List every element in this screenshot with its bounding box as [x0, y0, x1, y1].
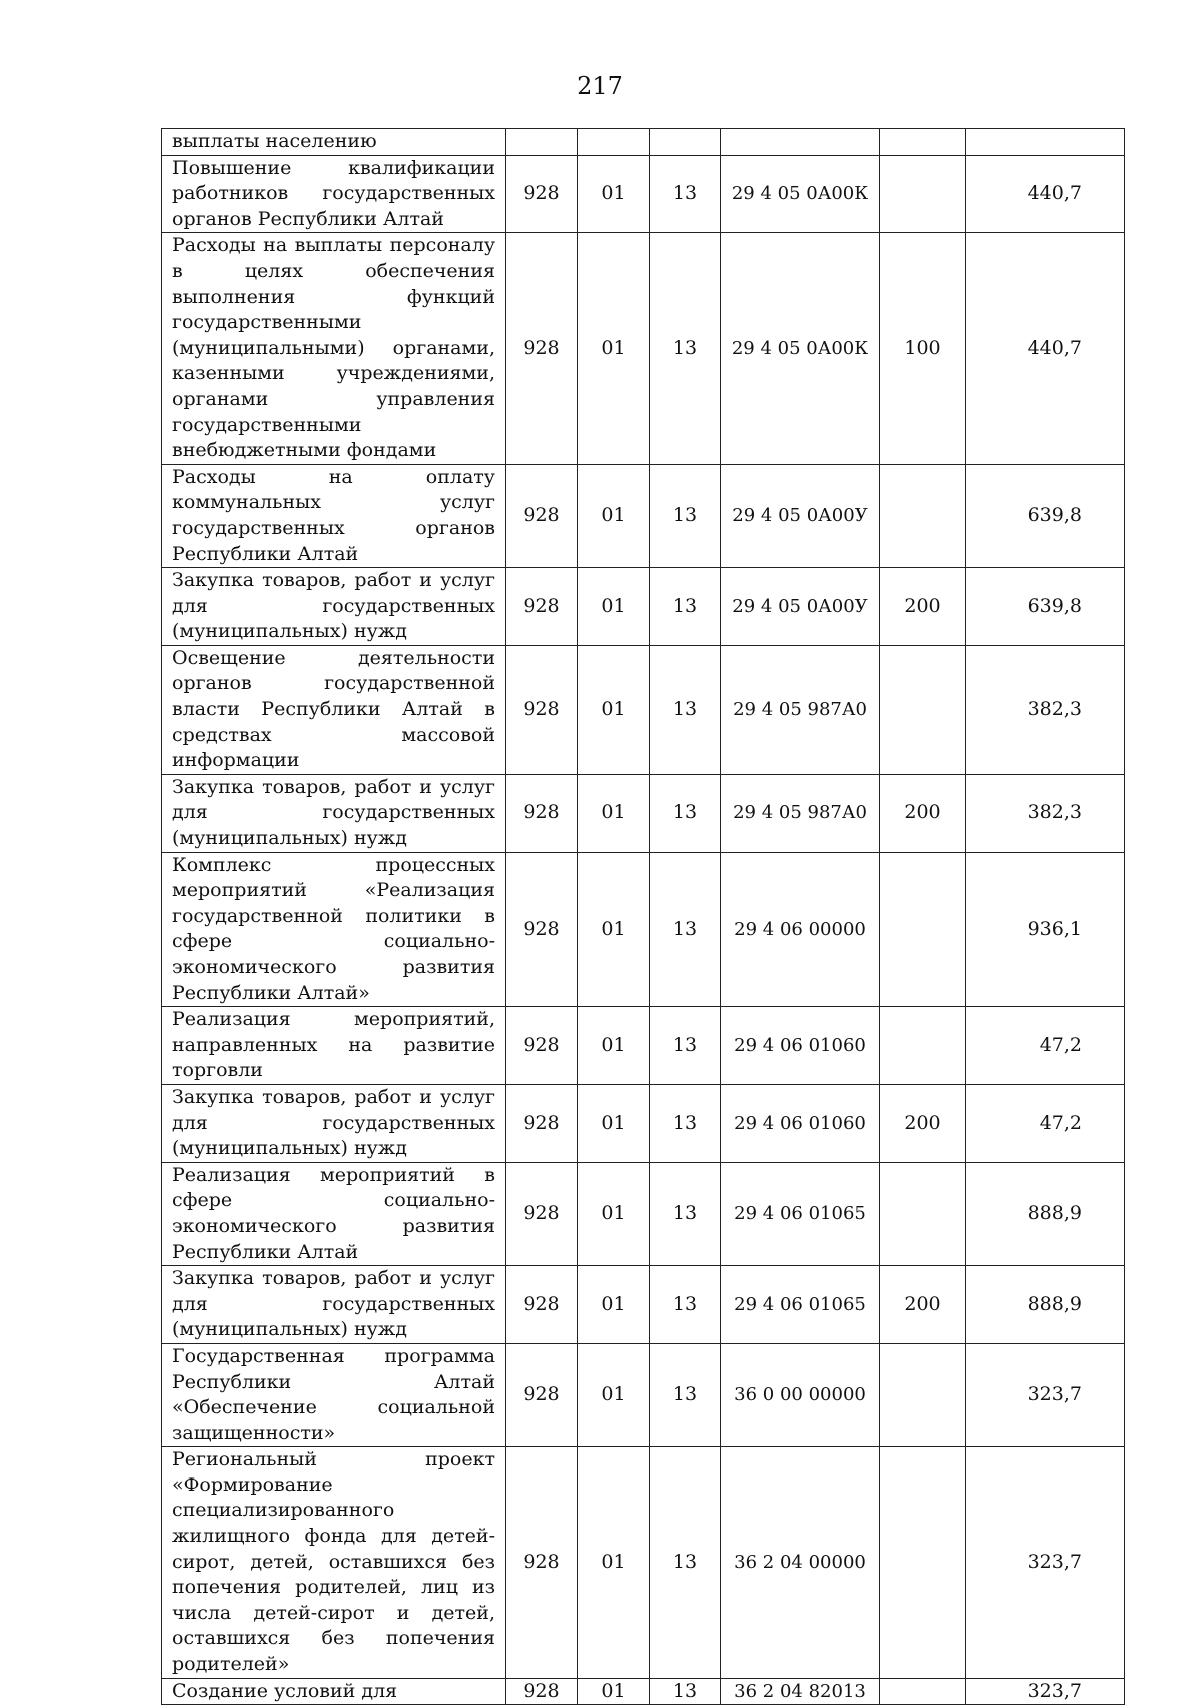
row-name-cell: Реализация мероприятий в сфере социально-экономического развития Республики Алтай	[162, 1162, 506, 1265]
subsection-code-cell: 13	[650, 155, 721, 233]
row-name-cell: Расходы на выплаты персоналу в целях обеспечения выполнения функций государственными (муниципальными) органами, казенными учреждениями, органами управления государственными внебюджетными фондами	[162, 233, 506, 464]
section-code-cell: 01	[578, 1007, 650, 1085]
section-code-cell: 01	[578, 1343, 650, 1446]
target-article-cell: 29 4 05 987А0	[721, 645, 880, 774]
expense-type-cell	[880, 645, 966, 774]
table-row	[162, 1084, 1125, 1162]
subsection-code-cell: 13	[650, 1266, 721, 1344]
expense-type-cell: 100	[880, 233, 966, 464]
row-name-cell: Повышение квалификации работников государственных органов Республики Алтай	[162, 155, 506, 233]
amount-cell: 323,7	[966, 1447, 1125, 1678]
table-row	[162, 645, 1125, 774]
grbs-code-cell: 928	[506, 1084, 578, 1162]
grbs-code-cell: 928	[506, 1447, 578, 1678]
table-row	[162, 233, 1125, 464]
amount-cell: 440,7	[966, 233, 1125, 464]
expense-type-cell	[880, 464, 966, 567]
section-code-cell: 01	[578, 1162, 650, 1265]
expense-type-cell	[880, 1678, 966, 1705]
section-code-cell: 01	[578, 155, 650, 233]
expense-type-cell	[880, 1162, 966, 1265]
section-code-cell: 01	[578, 1266, 650, 1344]
grbs-code-cell: 928	[506, 852, 578, 1007]
grbs-code-cell	[506, 129, 578, 156]
grbs-code-cell: 928	[506, 1162, 578, 1265]
subsection-code-cell: 13	[650, 464, 721, 567]
row-name-cell: выплаты населению	[162, 129, 506, 156]
target-article-cell: 29 4 05 0А00К	[721, 233, 880, 464]
target-article-cell: 36 2 04 82013	[721, 1678, 880, 1705]
row-name-cell: Закупка товаров, работ и услуг для государственных (муниципальных) нужд	[162, 1266, 506, 1344]
amount-cell: 888,9	[966, 1162, 1125, 1265]
amount-cell: 936,1	[966, 852, 1125, 1007]
row-name-cell: Закупка товаров, работ и услуг для государственных (муниципальных) нужд	[162, 1084, 506, 1162]
target-article-cell: 29 4 06 00000	[721, 852, 880, 1007]
section-code-cell	[578, 129, 650, 156]
expense-type-cell	[880, 1343, 966, 1446]
table-row	[162, 464, 1125, 567]
row-name-cell: Государственная программа Республики Алтай «Обеспечение социальной защищенности»	[162, 1343, 506, 1446]
row-name-cell: Реализация мероприятий, направленных на развитие торговли	[162, 1007, 506, 1085]
grbs-code-cell: 928	[506, 1343, 578, 1446]
subsection-code-cell: 13	[650, 645, 721, 774]
page-number: 217	[577, 72, 623, 100]
expense-type-cell: 200	[880, 1266, 966, 1344]
section-code-cell: 01	[578, 568, 650, 646]
target-article-cell: 29 4 05 0А00У	[721, 464, 880, 567]
subsection-code-cell: 13	[650, 1343, 721, 1446]
expense-type-cell	[880, 1447, 966, 1678]
target-article-cell: 36 0 00 00000	[721, 1343, 880, 1446]
section-code-cell: 01	[578, 1447, 650, 1678]
grbs-code-cell: 928	[506, 774, 578, 852]
table-row	[162, 1343, 1125, 1446]
section-code-cell: 01	[578, 233, 650, 464]
budget-table	[161, 128, 1125, 1705]
expense-type-cell: 200	[880, 774, 966, 852]
table-row	[162, 155, 1125, 233]
table-row	[162, 774, 1125, 852]
subsection-code-cell: 13	[650, 1084, 721, 1162]
row-name-cell: Региональный проект «Формирование специализированного жилищного фонда для детей-сирот, детей, оставшихся без попечения родителей, лиц из числа детей-сирот и детей, оставшихся без попечения родителей»	[162, 1447, 506, 1678]
grbs-code-cell: 928	[506, 1678, 578, 1705]
row-name-cell: Расходы на оплату коммунальных услуг государственных органов Республики Алтай	[162, 464, 506, 567]
table-row	[162, 1007, 1125, 1085]
table-row	[162, 1162, 1125, 1265]
target-article-cell: 36 2 04 00000	[721, 1447, 880, 1678]
target-article-cell: 29 4 06 01060	[721, 1007, 880, 1085]
target-article-cell: 29 4 05 0А00У	[721, 568, 880, 646]
subsection-code-cell: 13	[650, 1162, 721, 1265]
section-code-cell: 01	[578, 645, 650, 774]
section-code-cell: 01	[578, 1678, 650, 1705]
table-row	[162, 852, 1125, 1007]
amount-cell: 382,3	[966, 645, 1125, 774]
grbs-code-cell: 928	[506, 568, 578, 646]
row-name-cell: Закупка товаров, работ и услуг для государственных (муниципальных) нужд	[162, 568, 506, 646]
table-row	[162, 129, 1125, 156]
subsection-code-cell: 13	[650, 233, 721, 464]
target-article-cell	[721, 129, 880, 156]
amount-cell: 440,7	[966, 155, 1125, 233]
table-row	[162, 1678, 1125, 1705]
expense-type-cell	[880, 129, 966, 156]
expense-type-cell	[880, 1007, 966, 1085]
target-article-cell: 29 4 05 0А00К	[721, 155, 880, 233]
expense-type-cell: 200	[880, 568, 966, 646]
amount-cell: 639,8	[966, 464, 1125, 567]
expense-type-cell	[880, 852, 966, 1007]
amount-cell: 382,3	[966, 774, 1125, 852]
row-name-cell: Освещение деятельности органов государственной власти Республики Алтай в средствах массовой информации	[162, 645, 506, 774]
subsection-code-cell: 13	[650, 568, 721, 646]
amount-cell: 888,9	[966, 1266, 1125, 1344]
amount-cell: 47,2	[966, 1007, 1125, 1085]
table-row	[162, 568, 1125, 646]
amount-cell: 639,8	[966, 568, 1125, 646]
subsection-code-cell: 13	[650, 1678, 721, 1705]
target-article-cell: 29 4 06 01065	[721, 1266, 880, 1344]
target-article-cell: 29 4 06 01060	[721, 1084, 880, 1162]
grbs-code-cell: 928	[506, 1266, 578, 1344]
target-article-cell: 29 4 06 01065	[721, 1162, 880, 1265]
subsection-code-cell: 13	[650, 1007, 721, 1085]
amount-cell: 323,7	[966, 1678, 1125, 1705]
subsection-code-cell	[650, 129, 721, 156]
row-name-cell: Закупка товаров, работ и услуг для государственных (муниципальных) нужд	[162, 774, 506, 852]
grbs-code-cell: 928	[506, 233, 578, 464]
row-name-cell: Комплекс процессных мероприятий «Реализация государственной политики в сфере социально-экономического развития Республики Алтай»	[162, 852, 506, 1007]
row-name-cell: Создание условий для	[162, 1678, 506, 1705]
amount-cell	[966, 129, 1125, 156]
grbs-code-cell: 928	[506, 1007, 578, 1085]
grbs-code-cell: 928	[506, 464, 578, 567]
table-row	[162, 1266, 1125, 1344]
section-code-cell: 01	[578, 464, 650, 567]
expense-type-cell: 200	[880, 1084, 966, 1162]
target-article-cell: 29 4 05 987А0	[721, 774, 880, 852]
subsection-code-cell: 13	[650, 852, 721, 1007]
subsection-code-cell: 13	[650, 1447, 721, 1678]
section-code-cell: 01	[578, 774, 650, 852]
amount-cell: 47,2	[966, 1084, 1125, 1162]
expense-type-cell	[880, 155, 966, 233]
grbs-code-cell: 928	[506, 155, 578, 233]
table-row	[162, 1447, 1125, 1678]
amount-cell: 323,7	[966, 1343, 1125, 1446]
section-code-cell: 01	[578, 852, 650, 1007]
table-body	[162, 129, 1125, 1705]
subsection-code-cell: 13	[650, 774, 721, 852]
section-code-cell: 01	[578, 1084, 650, 1162]
grbs-code-cell: 928	[506, 645, 578, 774]
